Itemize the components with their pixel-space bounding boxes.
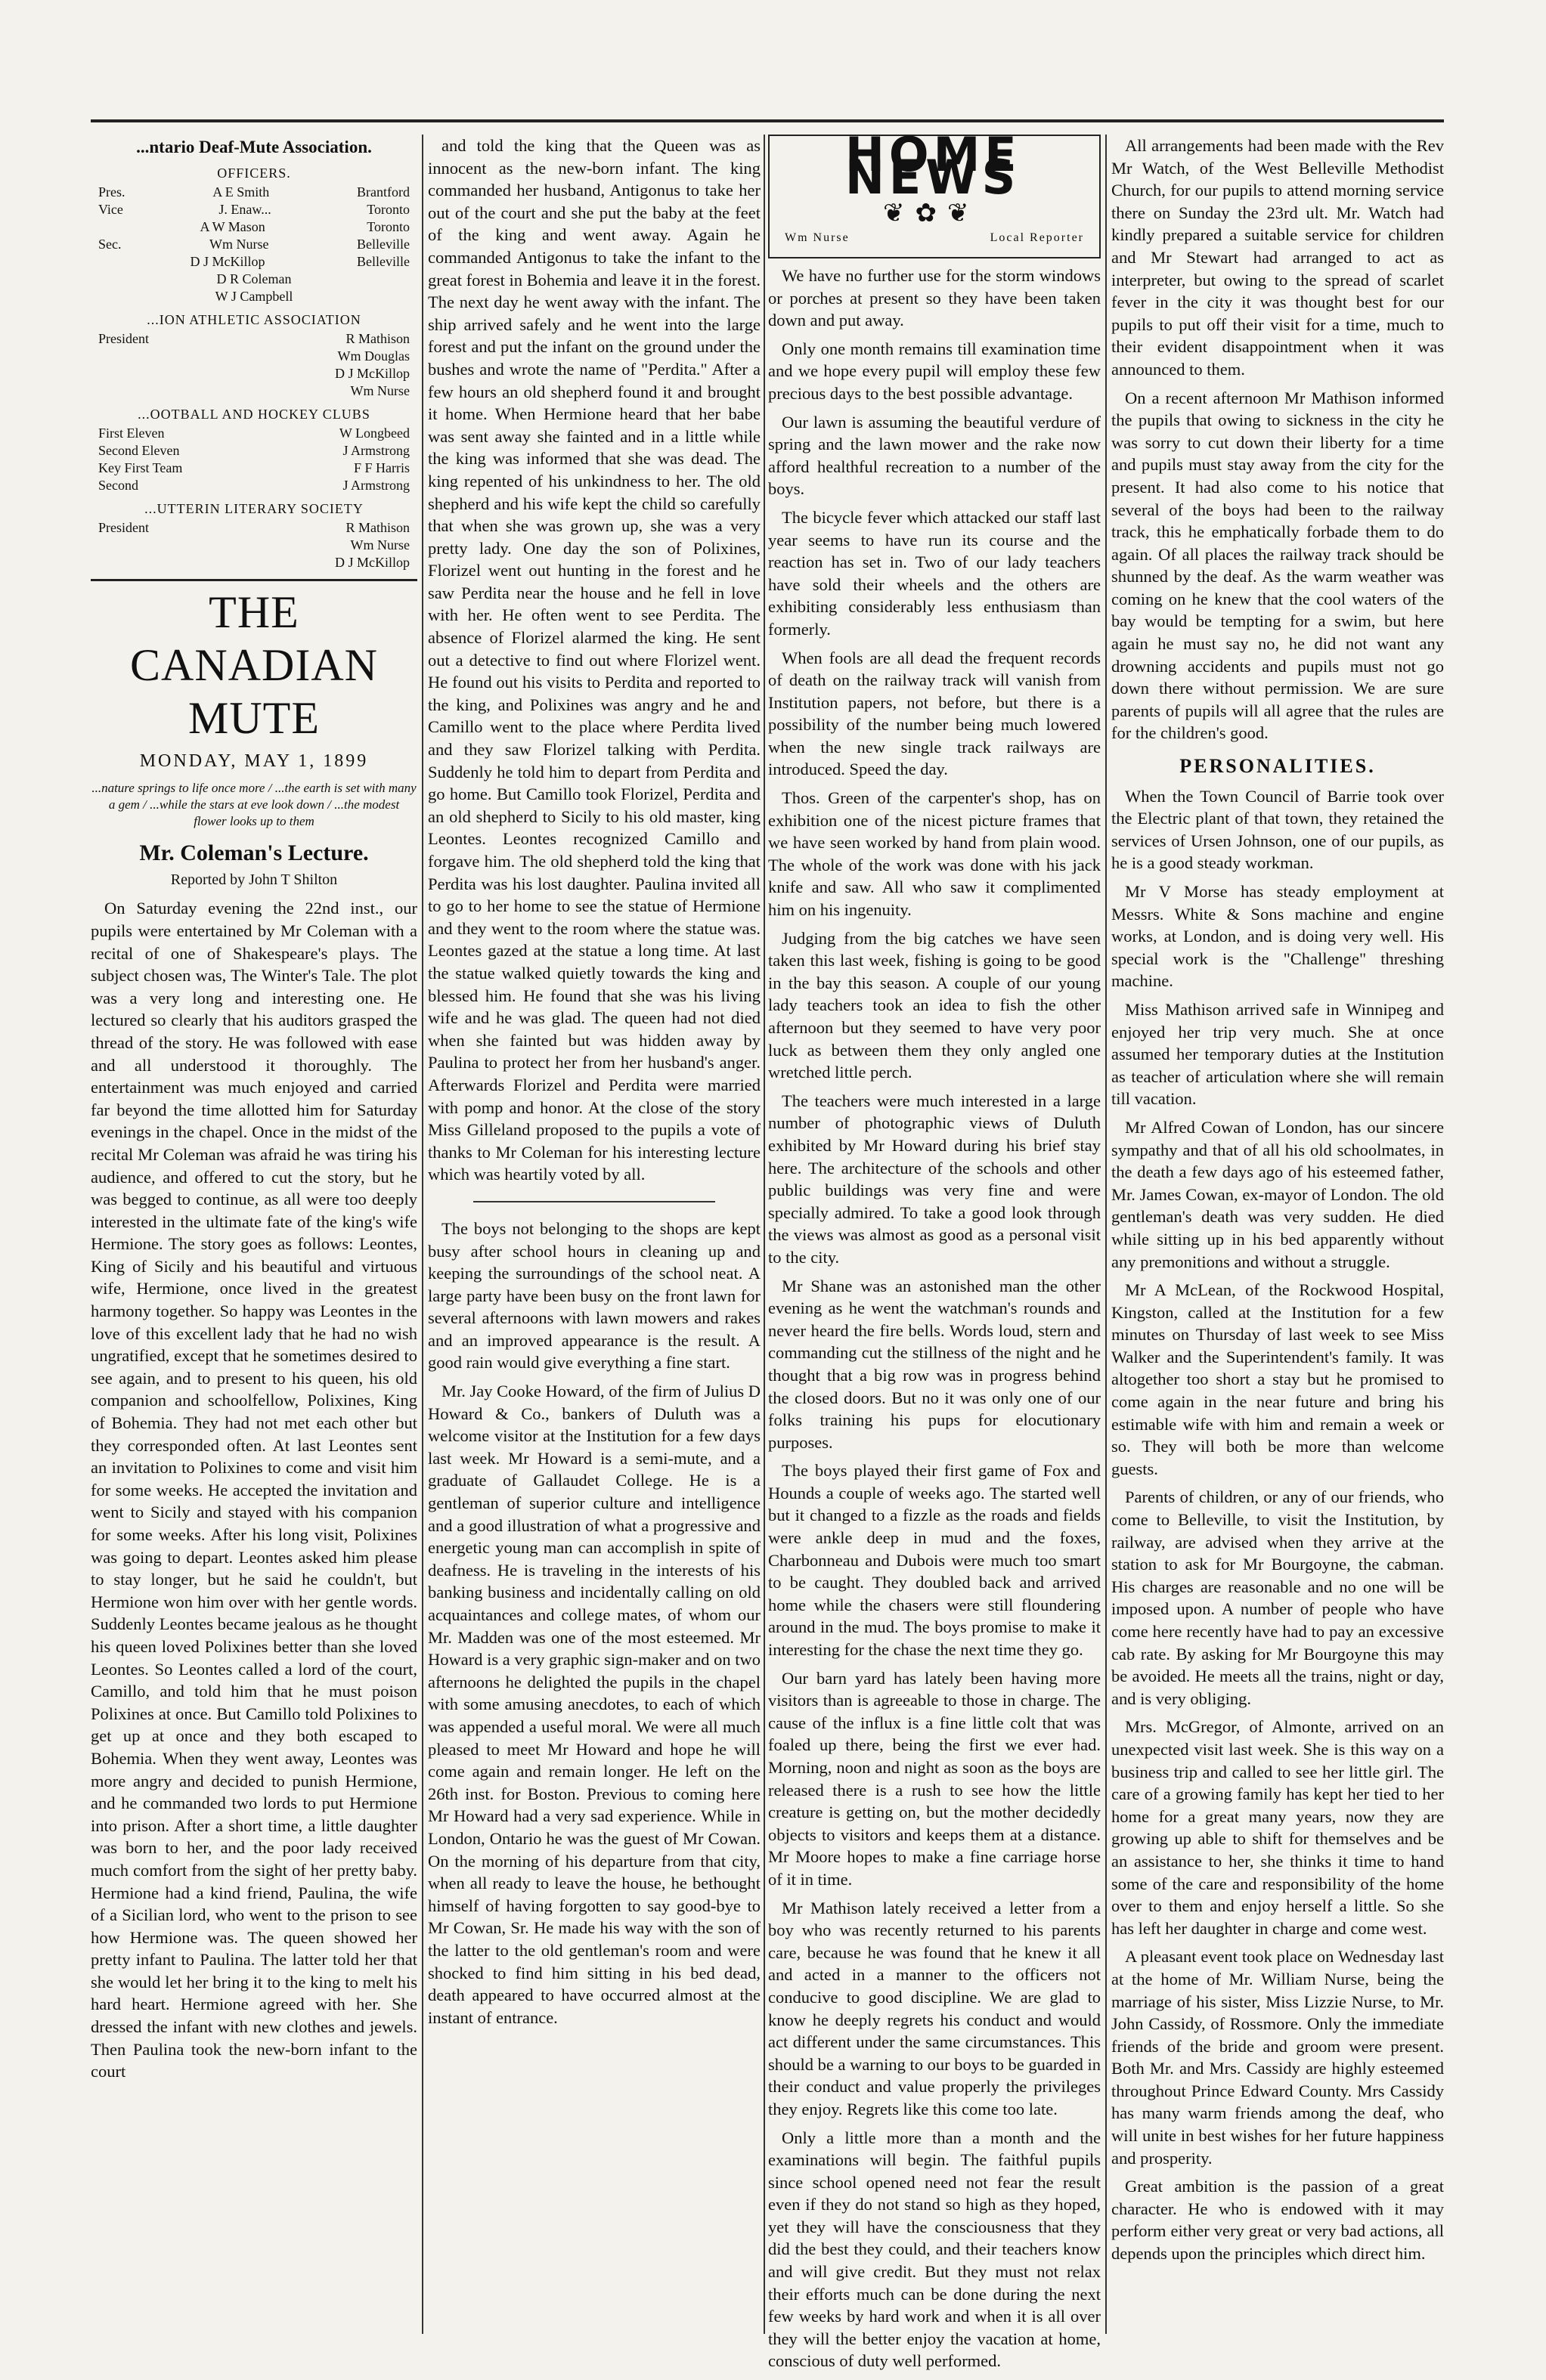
- officer-name: F F Harris: [353, 460, 410, 475]
- paragraph: A pleasant event took place on Wednesday last at the home of Mr. William Nurse, being the marriage of his sister, Miss Lizzie Nurse, to Mr. John Cassidy, of Rossmore. Only the immediate friends of the bride and groom were present. Both Mr. and Mrs. Cassidy are highly esteemed throughout Prince Edward County. Mrs Cassidy has many warm friends among the deaf, who will unite in best wishes for her future happiness and prosperity.: [1111, 1947, 1444, 2168]
- paragraph: Mr Alfred Cowan of London, has our sincere sympathy and that of all his old schoolmates, in the death a few days ago of his esteemed father, Mr. James Cowan, ex-mayor of London. The old gentleman's death was very sudden. He died while sitting up in his bed apparently without any premonitions and without a struggle.: [1111, 1117, 1444, 1271]
- officers-label: OFFICERS.: [217, 165, 291, 181]
- paragraph: Mr A McLean, of the Rockwood Hospital, Kingston, called at the Institution for a few minutes on Thursday of last week to see Miss Walker and the Superintendent's family. It was altogether too short a stay but he promised to come again in the near future and bring his estimable wife with him and remain a week or so. They will both be more than welcome guests.: [1111, 1280, 1444, 1478]
- column-4: [1111, 135, 1444, 2341]
- officer-role: President: [98, 330, 149, 346]
- personalities-title: PERSONALITIES.: [1179, 755, 1376, 778]
- officer-name: Wm Nurse: [350, 537, 410, 552]
- home-news-header: [768, 127, 1101, 258]
- paragraph: Mr. Jay Cooke Howard, of the firm of Julius D Howard & Co., bankers of Duluth was a welcome visitor at the Institution for a few days last week. Mr Howard is a semi-mute, and a graduate of Gallaudet College. He is a gentleman of superior culture and intelligence and a good illustration of what a progressive and energetic young man can accomplish in spite of deafness. He is traveling in the interests of his banking business and incidentally calling on old acquaintances and college mates, of whom our Mr. Madden was one of the most esteemed. Mr Howard is a very graphic sign-maker and on two afternoons he delighted the pupils in the chapel with some amusing anecdotes, to each of which was appended a useful moral. We were all much pleased to meet Mr Howard and hope he will come again and remain longer. He left on the 26th inst. for Boston. Previous to coming here Mr Howard had a very sad experience. While in London, Ontario he was the guest of Mr Cowan. On the morning of his departure from that city, when all ready to leave the house, he bethought himself of having forgotten to say good-bye to Mr Cowan, Sr. He made his way with the son of the latter to the old gentleman's room and were shocked to find him sitting in his bed dead, death appeared to have occurred almost at the instant of entrance.: [428, 1382, 761, 2027]
- officer-row: [91, 271, 417, 288]
- officer-row: [91, 365, 417, 382]
- officer-row: [91, 477, 417, 494]
- officer-name: D J McKillop: [335, 554, 410, 570]
- column-1: [91, 135, 417, 2341]
- masthead-rule: [91, 579, 417, 581]
- officers-list: [91, 184, 417, 305]
- column-2: [428, 135, 761, 2341]
- officer-row: [91, 184, 417, 201]
- paragraph: Mr Shane was an astonished man the other evening as he went the watchman's rounds and never heard the fire bells. Words loud, stern and commanding cut the stillness of the night and he thought that a big row was in progress behind the closed doors. But no it was only one of our folks training his pups for elocutionary purposes.: [768, 1276, 1101, 1452]
- officer-name: Wm Nurse: [209, 236, 269, 252]
- lecture-title: Mr. Coleman's Lecture.: [139, 840, 369, 866]
- officer-row: [91, 519, 417, 537]
- column-rule: [764, 135, 765, 2334]
- paragraph: Only a little more than a month and the examinations will begin. The faithful pupils since school opened need not fear the result even if they do not stand so high as they hoped, yet they will have the consciousness that they did the best they could, and their teachers know and will give credit. But they must not relax their efforts much can be done during the next few weeks by hard work and when it is all over they will the better enjoy the vacation at home, conscious of duty well performed.: [768, 2128, 1101, 2371]
- paragraph: The bicycle fever which attacked our staff last year seems to have run its course and the reaction has set in. Two of our lady teachers have sold their wheels and the others are exhibiting considerably less enthusiasm than formerly.: [768, 507, 1101, 639]
- officer-row: [91, 218, 417, 236]
- officer-place: Brantford: [357, 184, 410, 200]
- athletic-label: ...ION ATHLETIC ASSOCIATION: [147, 311, 361, 327]
- paragraph: Mr V Morse has steady employment at Messrs. White & Sons machine and engine works, at London, and is doing very well. His special work is the "Challenge" threshing machine.: [1111, 882, 1444, 991]
- paragraph: The boys not belonging to the shops are kept busy after school hours in cleaning up and keeping the surroundings of the school neat. A large party have been busy on the front lawn for several afternoons with lawn mowers and rakes and an improved appearance is the result. A good rain would give everything a fine start.: [428, 1218, 761, 1373]
- column-rule: [422, 135, 423, 2334]
- home-news-subtitle: [785, 227, 1084, 249]
- dateline: MONDAY, MAY 1, 1899: [139, 751, 369, 771]
- officer-role: Vice: [98, 201, 123, 217]
- officer-name: W J Campbell: [215, 288, 293, 304]
- paragraph: We have no further use for the storm windows or porches at present so they have been taken down and put away.: [768, 266, 1101, 330]
- paragraph: When the Town Council of Barrie took over the Electric plant of that town, they retained the services of Ursen Johnson, one of our pupils, as he is a good steady workman.: [1111, 786, 1444, 873]
- officer-name: J Armstrong: [342, 442, 410, 458]
- officer-row: [91, 554, 417, 571]
- officer-name: J. Enaw...: [218, 201, 271, 217]
- paragraph: Thos. Green of the carpenter's shop, has on exhibition one of the nicest picture frames that we have seen worked by hand from plain wood. The whole of the work was done with his jack knife and saw. All who saw it complimented him on his ingenuity.: [768, 788, 1101, 920]
- officer-row: [91, 201, 417, 218]
- officer-name: D J McKillop: [335, 365, 410, 381]
- officer-name: D J McKillop: [190, 253, 265, 269]
- officer-role: Key First Team: [98, 460, 183, 475]
- officer-place: Belleville: [357, 236, 410, 252]
- football-list: [91, 425, 417, 494]
- paragraph: When fools are all dead the frequent records of death on the railway track will vanish from Institution papers, not before, but there is a possibility of the number being much lowered when the new single track railways are introduced. Speed the day.: [768, 648, 1101, 779]
- officer-role: Sec.: [98, 236, 122, 252]
- verse: ...nature springs to life once more / ...the earth is set with many a gem / ...while the stars at eve look down / ...the modest flower looks up to them: [91, 781, 417, 829]
- column-rule: [1105, 135, 1107, 2334]
- officer-role: President: [98, 519, 149, 535]
- officer-role: First Eleven: [98, 425, 165, 441]
- editor-name: Wm Nurse: [785, 231, 850, 245]
- literary-label: ...UTTERIN LITERARY SOCIETY: [144, 500, 364, 516]
- paragraph: On a recent afternoon Mr Mathison informed the pupils that owing to sickness in the city he was sorry to cut down their liberty for a time and pupils must stay away from the city for the present. It had also come to his notice that several of the boys had been to the railway track, this he emphatically forbade them to do again. Of all places the railway track should be shunned by the deaf. As the warm weather was coming on he knew that the cool waters of the bay would be tempting for a swim, but here again he must say no, he did not want any drowning accidents and pupils must not go down there without permission. We are sure parents of pupils will all agree that the rules are for the children's good.: [1111, 388, 1444, 743]
- officer-place: Belleville: [357, 253, 410, 269]
- officers-block: [91, 165, 417, 571]
- officer-role: Second: [98, 477, 138, 493]
- officer-place: Toronto: [367, 201, 410, 217]
- reporter-label: Local Reporter: [990, 231, 1084, 245]
- paragraph: Mr Mathison lately received a letter from a boy who was recently returned to his parents care, because he was found that he knew it all and acted in a manner to the officers not conducive to good discipline. We are glad to know he deeply regrets his conduct and would act different under the same circumstances. This should be a warning to our boys to be guarded in their conduct and value properly the privileges they enjoy. Regrets like this come too late.: [768, 1898, 1101, 2118]
- officer-row: [91, 460, 417, 477]
- association-title: ...ntario Deaf-Mute Association.: [136, 138, 372, 156]
- decorative-ornament-icon: ❦✿❦: [883, 200, 980, 227]
- officer-row: [91, 288, 417, 305]
- paragraph: All arrangements had been made with the Rev Mr Watch, of the West Belleville Methodist Church, for our pupils to attend morning service there on Sunday the 23rd ult. Mr. Watch had kindly prepared a suitable service for children and Mr Stewart had arranged to act as interpreter, but owing to the spread of scarlet fever in the city it was thought best for our pupils to put off their visit for a time, much to their evident disappointment when it was announced to them.: [1111, 136, 1444, 379]
- officer-name: Wm Douglas: [337, 348, 410, 364]
- paragraph: Great ambition is the passion of a great character. He who is endowed with it may perform either very great or very bad actions, all depends upon the principles which direct him.: [1111, 2177, 1444, 2264]
- paragraph: Our barn yard has lately been having more visitors than is agreeable to those in charge. The cause of the influx is a fine little colt that was foaled up there, being the first we ever had. Morning, noon and night as soon as the boys are released there is a rush to see how the little creature is getting on, but the mother decidedly objects to visitors and keeps them at a distance. Mr Moore hopes to make a fine carriage horse of it in time.: [768, 1668, 1101, 1889]
- officer-name: W Longbeed: [339, 425, 410, 441]
- officer-name: R Mathison: [345, 519, 410, 535]
- officer-name: A E Smith: [212, 184, 270, 200]
- officer-name: A W Mason: [200, 218, 265, 234]
- officer-row: [91, 253, 417, 271]
- officer-name: Wm Nurse: [350, 382, 410, 398]
- paragraph: Miss Mathison arrived safe in Winnipeg and enjoyed her trip very much. She at once assumed her temporary duties at the Institution as teacher of articulation where she will remain till vacation.: [1111, 999, 1444, 1109]
- article-divider: [473, 1201, 715, 1202]
- literary-list: [91, 519, 417, 571]
- officer-place: Toronto: [367, 218, 410, 234]
- paragraph: Only one month remains till examination time and we hope every pupil will employ these few precious days to the best possible advantage.: [768, 339, 1101, 403]
- lecture-byline: Reported by John T Shilton: [170, 871, 338, 888]
- officer-name: R Mathison: [345, 330, 410, 346]
- paragraph: Our lawn is assuming the beautiful verdure of spring and the lawn mower and the rake now afford healthful recreation to a number of the boys.: [768, 412, 1101, 499]
- column-3: [768, 127, 1101, 2371]
- lecture-continued: and told the king that the Queen was as innocent as the new-born infant. The king commanded her husband, Antigonus to take her out of the court and she put the baby at the feet of the king and went away. Again he commanded Antigonus to take the infant to the great forest in Bohemia and leave it in the forest. The next day he went away with the infant. The ship arrived safely and he went into the large forest and put the infant on the ground under the bushes and wrote the name of "Perdita." After a few hours an old shepherd found it and brought it home. When Hermione heard that her babe was sent away she fainted and in a little while the king was informed that she was dead. The king repented of his unkindness to her. The old shepherd and his wife kept the child so carefully that when she was grown up, she was a very pretty lady. One day the son of Polixines, Florizel went out hunting in the forest and he saw Perdita near the house and he fell in love with her. He often went to see Perdita. The absence of Florizel alarmed the king. He sent out a detective to find out where Florizel went. He found out his visits to Perdita and reported to the king, and Polixines was angry and he and Camillo went to the place where Perdita lived and they saw Florizel talking with Perdita. Suddenly he told him to depart from Perdita and go home. But Camillo took Florizel, Perdita and an old shepherd to Sicily to his old master, king Leontes. Leontes recognized Camillo and forgave him. The old shepherd told the king that Perdita was his lost daughter. Paulina invited all to go to her home to see the statue of Hermione and they went to the room where the statue was. Leontes gazed at the statue a long time. At last the statue walked quietly towards the king and blessed him. He found that she was his living wife and he was glad. The queen had not died when she fainted but was hidden away by Paulina to protect her from her husband's anger. Afterwards Florizel and Perdita were married with pomp and honor. At the close of the story Miss Gilleland proposed to the pupils a vote of thanks to Mr Coleman for his interesting lecture which was heartily voted by all.: [428, 136, 761, 1184]
- officer-name: J Armstrong: [342, 477, 410, 493]
- officer-role: Second Eleven: [98, 442, 180, 458]
- officer-row: [91, 330, 417, 348]
- officer-row: [91, 442, 417, 460]
- football-label: ...OOTBALL AND HOCKEY CLUBS: [138, 406, 370, 422]
- paragraph: The boys played their first game of Fox and Hounds a couple of weeks ago. The started well but it changed to a fizzle as the roads and fields were ankle deep in mud and the foxes, Charbonneau and Dubois were much too smart to be caught. They doubled back and arrived home while the chasers were still floundering around in the mud. The boys promise to make it interesting for the chase the next time they go.: [768, 1461, 1101, 1660]
- athletic-list: [91, 330, 417, 400]
- officer-row: [91, 537, 417, 554]
- officer-role: Pres.: [98, 184, 125, 200]
- masthead: THE CANADIAN MUTE: [130, 586, 378, 743]
- paragraph: Parents of children, or any of our friends, who come to Belleville, to visit the Institution, by railway, are advised when they arrive at the station to ask for Mr Bourgoyne, the cabman. His charges are reasonable and no one will be imposed upon. A number of people who have come here recently have had to pay an excessive cab rate. By asking for Mr Bourgoyne this may be avoided. He meets all the trains, night or day, and is very obliging.: [1111, 1487, 1444, 1708]
- paragraph: Judging from the big catches we have seen taken this last week, fishing is going to be good in the bay this season. A couple of our young lady teachers took an idea to fish the other afternoon but they seemed to have very poor luck as between them they only angled one wretched little perch.: [768, 928, 1101, 1082]
- paragraph: The teachers were much interested in a large number of photographic views of Duluth exhibited by Mr Howard during his brief stay here. The architecture of the schools and other public buildings was very fine and were specially admired. To take a good look through the views was almost as good as a personal visit to the city.: [768, 1091, 1101, 1267]
- lecture-paragraph: On Saturday evening the 22nd inst., our pupils were entertained by Mr Coleman with a recital of one of Shakespeare's plays. The subject chosen was, The Winter's Tale. The plot was a very long and interesting one. He lectured so clearly that his auditors grasped the thread of the story. He was followed with ease and all understood it thoroughly. The entertainment was much enjoyed and carried far beyond the time allotted him for Saturday evenings in the chapel. Once in the midst of the recital Mr Coleman was afraid he was tiring his audience, and offered to cut the story, but he was begged to continue, as all were too deeply interested in the ultimate fate of the king's wife Hermione. The story goes as follows: Leontes, King of Sicily and his beautiful and virtuous wife, Hermione, once lived in the greatest harmony together. So happy was Leontes in the love of this excellent lady that he had no wish ungratified, except that he sometimes desired to see again, and to present to his queen, his old companion and schoolfellow, Polixines, King of Bohemia. They had not met each other but they corresponded often. At last Leontes sent an invitation to Polixines to come and visit him for some weeks. He accepted the invitation and went to Sicily and stayed with his companion for some weeks. After his long visit, Polixines was going to depart. Leontes asked him please to stay longer, but he said he couldn't, but Hermione won him over with her gentle words. Suddenly Leontes became jealous as he thought his queen loved Polixines better than she loved Leontes. So Leontes called a lord of the court, Camillo, and told him that he must poison Polixines at once. But Camillo told Polixines to get up at once and they both escaped to Bohemia. When they went away, Leontes was more angry and decided to punish Hermione, and he commanded two lords to put Hermione into prison. After a short time, a little daughter was born to her, and the poor lady received much comfort from the sight of her pretty baby. Hermione had a kind friend, Paulina, the wife of a Sicilian lord, who went to the prison to see how Hermione was. The queen showed her pretty infant to Paulina. The latter told her that she would let her bring it to the king to melt his hard heart. Hermione agreed with her. She dressed the infant with new clothes and jewels. Then Paulina took the new-born infant to the court: [91, 899, 417, 2081]
- paragraph: Mrs. McGregor, of Almonte, arrived on an unexpected visit last week. She is this way on a business trip and called to see her little girl. The care of a growing family has kept her tied to her home for a great many years, now they are growing up able to shift for themselves and be an assistance to her, she thinks it time to hand some of the care and responsibility of the home over to them and enjoy herself a little. So she has left her daughter in charge and come west.: [1111, 1717, 1444, 1938]
- officer-row: [91, 348, 417, 365]
- home-news-title: HOME NEWS: [845, 127, 1021, 205]
- officer-row: [91, 425, 417, 442]
- top-rule: [91, 119, 1444, 122]
- officer-row: [91, 382, 417, 400]
- officer-row: [91, 236, 417, 253]
- officer-name: D R Coleman: [216, 271, 292, 286]
